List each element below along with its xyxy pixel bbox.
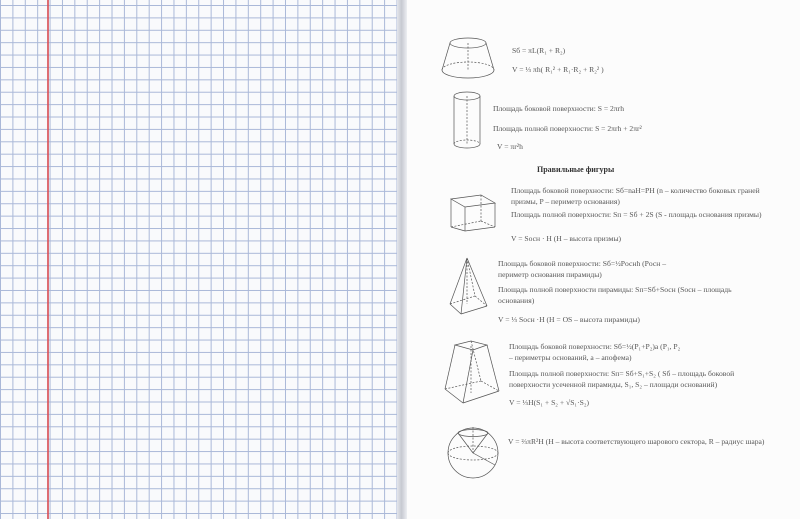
pyramid-lateral-area: Площадь боковой поверхности: Sб=½Pоснh (Pосн – периметр основания пирамиды) [498, 259, 667, 279]
cylinder-volume: V = πr²h [497, 142, 523, 151]
cone-volume-formula: V = ⅓ πh( R₁² + R₁·R₂ + R₂² ) [512, 65, 604, 74]
notebook-spine [397, 0, 407, 520]
prism-figure [443, 187, 503, 235]
sphere-sector-figure [444, 421, 502, 483]
page-bottom-edge [0, 519, 800, 531]
pyramid-volume: V = ⅓ Sосн ·H (H = OS – высота пирамиды) [498, 315, 640, 324]
frustum-pyramid-figure [441, 337, 505, 413]
cylinder-total-area: Площадь полной поверхности: S = 2πrh + 2πr² [493, 124, 642, 133]
prism-lateral-area: Площадь боковой поверхности: Sб=naH=PH (n – количество боковых граней призмы, P – периметр основания) [511, 186, 760, 206]
margin-line [47, 0, 49, 520]
pyramid-total-area: Площадь полной поверхности пирамиды: Sп=Sб+Sосн (Sосн – площадь основания) [498, 285, 732, 305]
cone-side-formula: Sб = πL(R₁ + R₂) [512, 46, 566, 55]
frustum-volume: V = ⅓H(S₁ + S₂ + √S₁·S₂) [509, 398, 590, 407]
prism-total-area: Площадь полной поверхности: Sп = Sб + 2S (S - площадь основания призмы) [511, 210, 762, 219]
grid-paper-page [0, 0, 400, 520]
cylinder-lateral-area: Площадь боковой поверхности: S = 2πrh [493, 104, 625, 113]
truncated-cone-figure [438, 34, 498, 84]
frustum-total-area: Площадь полной поверхности: Sп= Sб+S₁+S₂ ( Sб – площадь боковой поверхности усеченной пирамиды, S₁, S₂ – площади оснований) [509, 369, 735, 389]
prism-volume: V = Sосн · H (H – высота призмы) [511, 234, 622, 243]
section-title: Правильные фигуры [537, 165, 615, 174]
sphere-volume: V = ⅔πR²H (H – высота соответствующего шарового сектора, R – радиус шара) [508, 437, 765, 446]
cylinder-figure [450, 88, 484, 154]
pyramid-figure [447, 254, 491, 320]
frustum-lateral-area: Площадь боковой поверхности: Sб=½(P₁+P₂)a (P₁, P₂ – периметры оснований, a – апофема) [509, 342, 681, 362]
